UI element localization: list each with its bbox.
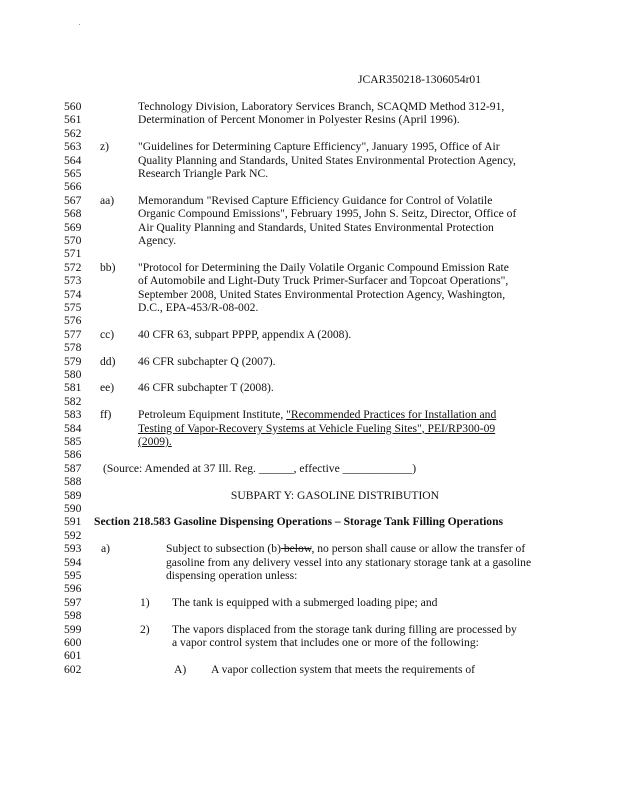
text-segment: "Guidelines for Determining Capture Efficiency", January 1995, Office of Air [138,140,500,154]
text-segment: a vapor control system that includes one or more of the following: [172,636,479,649]
line-number: 570 [64,234,82,247]
text-segment: 46 CFR subchapter Q (2007). [138,354,276,368]
line-number: 564 [64,153,82,167]
line-number: 563 [64,140,82,154]
document-line [0,314,618,327]
text-segment: Research Triangle Park NC. [138,167,269,180]
line-text [138,274,508,287]
document-line [0,207,618,220]
line-number: 584 [64,421,82,435]
document-line [0,221,618,234]
underlined-insertion: (2009). [138,435,172,448]
line-number: 580 [64,368,82,381]
text-segment: Quality Planning and Standards, United States Environmental Protection Agency, [138,153,516,167]
text-segment: Section 218.583 Gasoline Dispensing Operations – Storage Tank Filling Operations [94,515,504,529]
line-number: 573 [64,274,82,288]
document-line [0,475,618,488]
text-segment: "Protocol for Determining the Daily Volatile Organic Compound Emission Rate [138,260,509,274]
item-label: A) [174,662,187,676]
document-line [0,355,618,368]
line-text [103,462,416,475]
line-text [100,489,570,502]
document-line [0,649,618,662]
line-text [166,556,531,569]
line-number: 567 [64,193,82,207]
document-line [0,489,618,502]
line-number: 575 [64,301,82,314]
document-line [0,154,618,167]
line-number: 560 [64,100,82,113]
document-line [0,395,618,408]
text-segment: D.C., EPA-453/R-08-002. [138,301,259,314]
line-text [138,261,509,274]
document-line [0,636,618,649]
text-segment: Determination of Percent Monomer in Polyester Resins (April 1996). [138,113,460,127]
document-line [0,341,618,354]
line-text [138,288,505,301]
line-number: 588 [64,475,82,489]
line-number: 586 [64,448,82,462]
document-line [0,301,618,314]
line-number: 597 [64,595,82,609]
line-text [138,100,504,113]
text-segment: (Source: Amended at 37 Ill. Reg. ______, effective ____________) [103,461,417,475]
text-segment: of Automobile and Light-Duty Truck Primer-Surfacer and Topcoat Operations", [138,274,509,288]
line-text [138,113,460,126]
line-text [172,636,479,649]
line-number: 591 [64,515,82,529]
text-segment: dispensing operation unless: [166,569,298,582]
line-text [138,328,351,341]
document-line [0,569,618,582]
item-label: 2) [140,622,150,636]
line-text [138,301,258,314]
line-number: 576 [64,314,82,328]
line-text [211,663,475,676]
document-line [0,328,618,341]
line-number: 568 [64,207,82,221]
document-line [0,180,618,193]
document-line [0,381,618,394]
document-line [0,408,618,421]
document-line [0,448,618,461]
underlined-insertion: Testing of Vapor-Recovery Systems at Vehicle Fueling Sites", PEI/RP300-09 [138,421,496,435]
item-label: cc) [100,327,115,341]
text-segment: The vapors displaced from the storage tank during filling are processed by [172,622,517,636]
line-text [94,515,503,528]
line-number: 593 [64,542,82,556]
struck-deletion: below [280,542,312,556]
document-line [0,247,618,260]
document-line [0,556,618,569]
line-number: 569 [64,220,82,234]
document-line [0,462,618,475]
line-text [138,355,276,368]
document-line [0,542,618,555]
item-label: bb) [100,260,116,274]
line-number: 600 [64,636,82,649]
line-number: 598 [64,609,82,623]
item-label: a) [101,542,111,556]
line-text [166,569,297,582]
text-segment: Air Quality Planning and Standards, United States Environmental Protection [138,220,494,234]
text-segment: 46 CFR subchapter T (2008). [138,381,274,395]
document-line [0,167,618,180]
line-number: 582 [64,394,82,408]
text-segment: The tank is equipped with a submerged loading pipe; and [172,595,438,609]
line-text [172,623,517,636]
line-number: 579 [64,354,82,368]
document-line [0,515,618,528]
document-line [0,596,618,609]
document-line [0,194,618,207]
text-segment: , no person shall cause or allow the transfer of [311,542,526,556]
line-number: 583 [64,408,82,422]
line-number: 571 [64,247,82,261]
document-line [0,529,618,542]
text-segment: A vapor collection system that meets the requirements of [211,662,476,676]
line-number: 565 [64,167,82,180]
document-line [0,582,618,595]
text-segment: Agency. [138,234,177,247]
item-label: ff) [100,408,112,422]
document-line [0,261,618,274]
document-line [0,234,618,247]
item-label: z) [100,140,110,154]
text-segment: September 2008, United States Environmental Protection Agency, Washington, [138,287,506,301]
line-number: 572 [64,260,82,274]
line-number: 594 [64,555,82,569]
text-segment: SUBPART Y: GASOLINE DISTRIBUTION [230,488,440,502]
document-line [0,663,618,676]
document-line [0,113,618,126]
text-segment: gasoline from any delivery vessel into any stationary storage tank at a gasoline [166,555,532,569]
line-number: 590 [64,502,82,515]
line-number: 561 [64,113,82,127]
document-line [0,274,618,287]
item-label: ee) [100,381,115,395]
document-line [0,288,618,301]
line-number: 577 [64,327,82,341]
line-text [138,167,268,180]
line-number: 599 [64,622,82,636]
document-line [0,140,618,153]
scan-artifact [79,24,80,25]
line-text [138,435,172,448]
document-line [0,368,618,381]
line-number: 562 [64,126,82,140]
line-text [138,234,176,247]
line-number: 592 [64,528,82,542]
line-text [166,542,525,555]
line-text [138,221,494,234]
document-line [0,502,618,515]
line-text [138,194,492,207]
item-label: 1) [140,595,150,609]
underlined-insertion: "Recommended Practices for Installation and [286,408,497,422]
line-number: 585 [64,435,82,448]
document-line [0,127,618,140]
line-number: 587 [64,461,82,475]
line-text [138,207,516,220]
document-line [0,623,618,636]
text-segment: Petroleum Equipment Institute, [138,408,287,422]
line-number: 601 [64,649,82,663]
line-number: 595 [64,569,82,582]
line-text [138,408,496,421]
document-line [0,100,618,113]
text-segment: Memorandum "Revised Capture Efficiency Guidance for Control of Volatile [138,193,493,207]
line-number: 602 [64,662,82,676]
document-line [0,435,618,448]
item-label: aa) [100,193,115,207]
text-segment: Subject to subsection (b) [166,542,281,556]
item-label: dd) [100,354,116,368]
document-line [0,609,618,622]
line-number: 578 [64,341,82,355]
line-number: 574 [64,287,82,301]
line-number: 581 [64,381,82,395]
text-segment: Technology Division, Laboratory Services Branch, SCAQMD Method 312-91, [138,100,505,113]
line-text [138,422,495,435]
line-number: 566 [64,180,82,194]
line-text [172,596,437,609]
text-segment: 40 CFR 63, subpart PPPP, appendix A (2008). [138,327,352,341]
line-number: 589 [64,488,82,502]
line-number: 596 [64,582,82,596]
text-segment: Organic Compound Emissions", February 1995, John S. Seitz, Director, Office of [138,207,517,221]
line-text [138,154,516,167]
document-id-header: JCAR350218-1306054r01 [358,73,482,86]
document-line [0,422,618,435]
line-text [138,381,274,394]
line-text [138,140,500,153]
